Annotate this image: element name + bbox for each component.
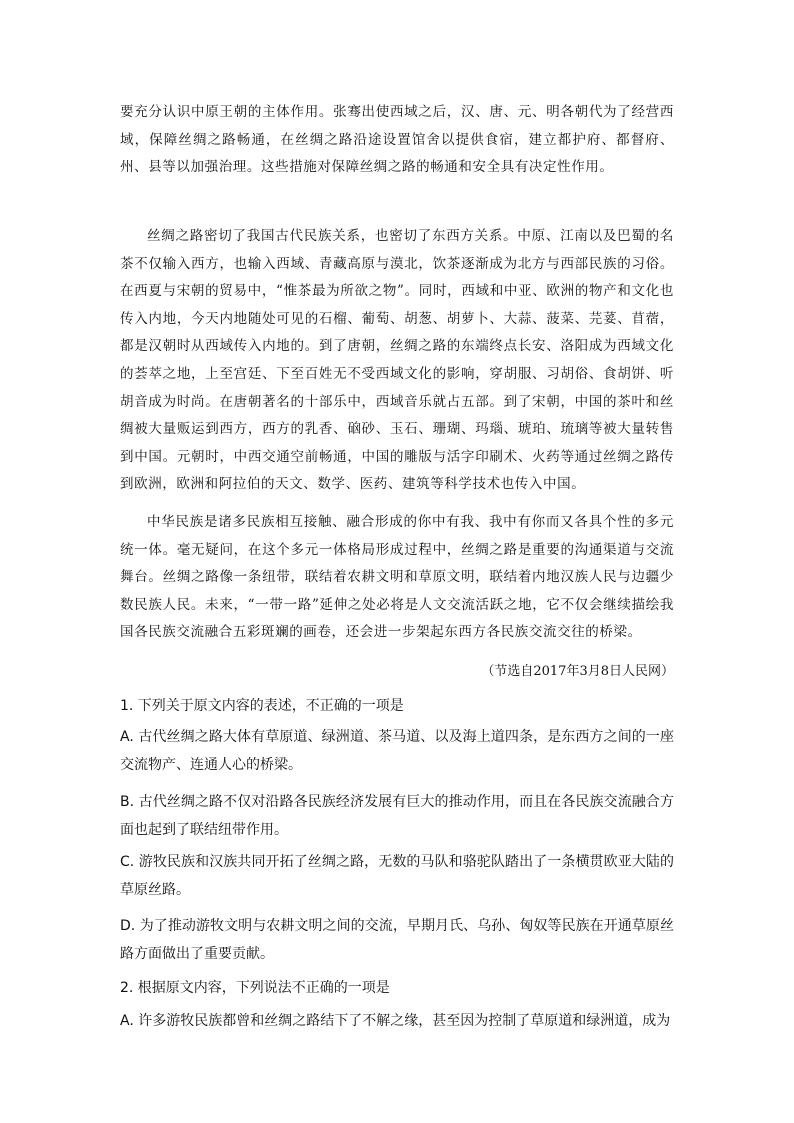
question-1-option-d: D. 为了推动游牧文明与农耕文明之间的交流，早期月氏、乌孙、匈奴等民族在开通草原丝路方面做出了重要贡献。 bbox=[120, 918, 674, 962]
passage-paragraph-1: 要充分认识中原王朝的主体作用。张骞出使西域之后，汉、唐、元、明各朝代为了经营西域，保障丝绸之路畅通，在丝绸之路沿途设置馆舍以提供食宿，建立都护府、都督府、州、县等以加强治理。这些措施对保障丝绸之路的畅通和安全具有决定性作用。 bbox=[120, 104, 674, 176]
passage-source: （节选自2017年3月8日人民网） bbox=[481, 664, 674, 679]
question-2-option-a: A. 许多游牧民族都曾和丝绸之路结下了不解之缘，甚至因为控制了草原道和绿洲道，成为 bbox=[120, 1013, 671, 1029]
passage-paragraph-3: 中华民族是诸多民族相互接触、融合形成的你中有我、我中有你而又各具个性的多元统一体。毫无疑问，在这个多元一体格局形成过程中，丝绸之路是重要的沟通渠道与交流舞台。丝绸之路像一条纽带，联结着农耕文明和草原文明，联结着内地汉族人民与边疆少数民族人民。未来，“一带一路”延伸之处必将是人文交流活跃之地，它不仅会继续描绘我国各民族交流融合五彩斑斓的画卷，还会进一步架起东西方各民族交流交往的桥梁。 bbox=[120, 514, 674, 641]
question-1-option-a: A. 古代丝绸之路大体有草原道、绿洲道、茶马道、以及海上道四条，是东西方之间的一座交流物产、连通人心的桥梁。 bbox=[120, 729, 674, 773]
question-2-stem: 2. 根据原文内容，下列说法不正确的一项是 bbox=[120, 980, 390, 996]
question-1-option-b: B. 古代丝绸之路不仅对沿路各民族经济发展有巨大的推动作用，而且在各民族交流融合方面也起到了联结纽带作用。 bbox=[120, 794, 674, 838]
passage-paragraph-2: 丝绸之路密切了我国古代民族关系，也密切了东西方关系。中原、江南以及巴蜀的名茶不仅输入西方，也输入西域、青藏高原与漠北，饮茶逐渐成为北方与西部民族的习俗。在西夏与宋朝的贸易中，“惟茶最为所欲之物”。同时，西域和中亚、欧洲的物产和文化也传入内地，今天内地随处可见的石榴、葡萄、胡葱、胡萝卜、大蒜、菠菜、芫荽、苜蓿，都是汉朝时从西域传入内地的。到了唐朝，丝绸之路的东端终点长安、洛阳成为西域文化的荟萃之地，上至宫廷、下至百姓无不受西域文化的影响，穿胡服、习胡俗、食胡饼、听胡音成为时尚。在唐朝著名的十部乐中，西域音乐就占五部。到了宋朝，中国的茶叶和丝绸被大量贩运到西方，西方的乳香、硇砂、玉石、珊瑚、玛瑙、琥珀、琉璃等被大量转售到中国。元朝时，中西交通空前畅通，中国的雕版与活字印刷术、火药等通过丝绸之路传到欧洲，欧洲和阿拉伯的天文、数学、医药、建筑等科学技术也传入中国。 bbox=[120, 228, 674, 493]
question-1-option-c: C. 游牧民族和汉族共同开拓了丝绸之路，无数的马队和骆驼队踏出了一条横贯欧亚大陆的草原丝路。 bbox=[120, 854, 674, 898]
question-1-stem: 1. 下列关于原文内容的表述，不正确的一项是 bbox=[120, 698, 404, 714]
